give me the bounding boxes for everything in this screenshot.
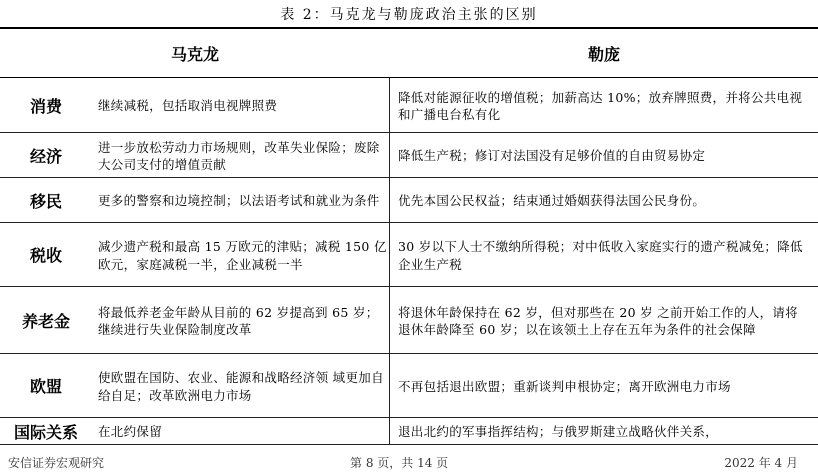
lepen-text: 30 岁以下人士不缴纳所得税；对中低收入家庭实行的遗产税减免；降低企业生产税	[398, 239, 803, 272]
lepen-text: 将退休年龄保持在 62 岁，但对那些在 20 岁 之前开始工作的人，请将退休年龄降至 60 岁；以在该领土上存在五年为条件的社会保障	[398, 304, 798, 337]
header-macron: 马克龙	[170, 44, 219, 64]
table-row-economy	[0, 133, 818, 178]
macron-cell	[92, 223, 390, 286]
table-row-immigration	[0, 178, 818, 223]
lepen-cell	[390, 223, 818, 286]
comparison-table	[0, 27, 818, 445]
footer-source: 安信证券宏观研究	[8, 456, 105, 470]
lepen-cell	[390, 354, 818, 417]
footer-page-number: 第 8 页，共 14 页	[350, 456, 449, 470]
macron-cell	[92, 78, 390, 132]
page-footer	[0, 454, 818, 474]
macron-text: 减少遗产税和最高 15 万欧元的津贴；减税 150 亿欧元，家庭减税一半，企业减税一半	[98, 239, 387, 272]
row-category: 养老金	[21, 311, 70, 331]
table-row-tax	[0, 223, 818, 287]
macron-text: 继续减税，包括取消电视牌照费	[98, 98, 278, 114]
lepen-text: 优先本国公民权益；结束通过婚姻获得法国公民身份。	[398, 193, 706, 209]
table-row-consumption	[0, 78, 818, 133]
row-category: 国际关系	[13, 422, 78, 442]
header-lepen: 勒庞	[587, 44, 620, 64]
macron-text: 在北约保留	[98, 424, 163, 440]
macron-text: 更多的警察和边境控制；以法语考试和就业为条件	[98, 193, 380, 209]
lepen-cell	[390, 287, 818, 353]
lepen-text: 不再包括退出欧盟；重新谈判申根协定；离开欧洲电力市场	[398, 378, 731, 394]
lepen-cell	[390, 78, 818, 132]
lepen-cell	[390, 178, 818, 222]
row-category: 消费	[29, 96, 62, 116]
macron-cell	[92, 287, 390, 353]
macron-text: 将最低养老金年龄从目前的 62 岁提高到 65 岁；继续进行失业保险制度改革	[98, 304, 379, 337]
lepen-text: 退出北约的军事指挥结构；与俄罗斯建立战略伙伴关系，	[398, 424, 719, 440]
footer-date: 2022 年 4 月	[724, 456, 798, 470]
lepen-text: 降低生产税；修订对法国没有足够价值的自由贸易协定	[398, 148, 706, 164]
table-row-eu	[0, 354, 818, 418]
macron-cell	[92, 133, 390, 177]
lepen-cell	[390, 133, 818, 177]
table-header	[0, 29, 818, 78]
row-category: 税收	[29, 246, 62, 265]
table-row-pension	[0, 287, 818, 354]
lepen-cell	[390, 418, 818, 444]
macron-cell	[92, 418, 390, 444]
table-row-international	[0, 418, 818, 445]
row-category: 移民	[29, 191, 62, 211]
macron-text: 进一步放松劳动力市场规则，改革失业保险；废除大公司支付的增值贡献	[98, 139, 380, 172]
row-category: 经济	[29, 146, 62, 166]
macron-cell	[92, 178, 390, 222]
macron-cell	[92, 354, 390, 417]
lepen-text: 降低对能源征收的增值税；加薪高达 10%；放弃牌照费，并将公共电视和广播电台私有化	[398, 89, 803, 122]
row-category: 欧盟	[29, 377, 62, 396]
macron-text: 使欧盟在国防、农业、能源和战略经济领 域更加自给自足；改革欧洲电力市场	[98, 370, 384, 403]
table-caption: 表 2：马克龙与勒庞政治主张的区别	[280, 7, 538, 23]
